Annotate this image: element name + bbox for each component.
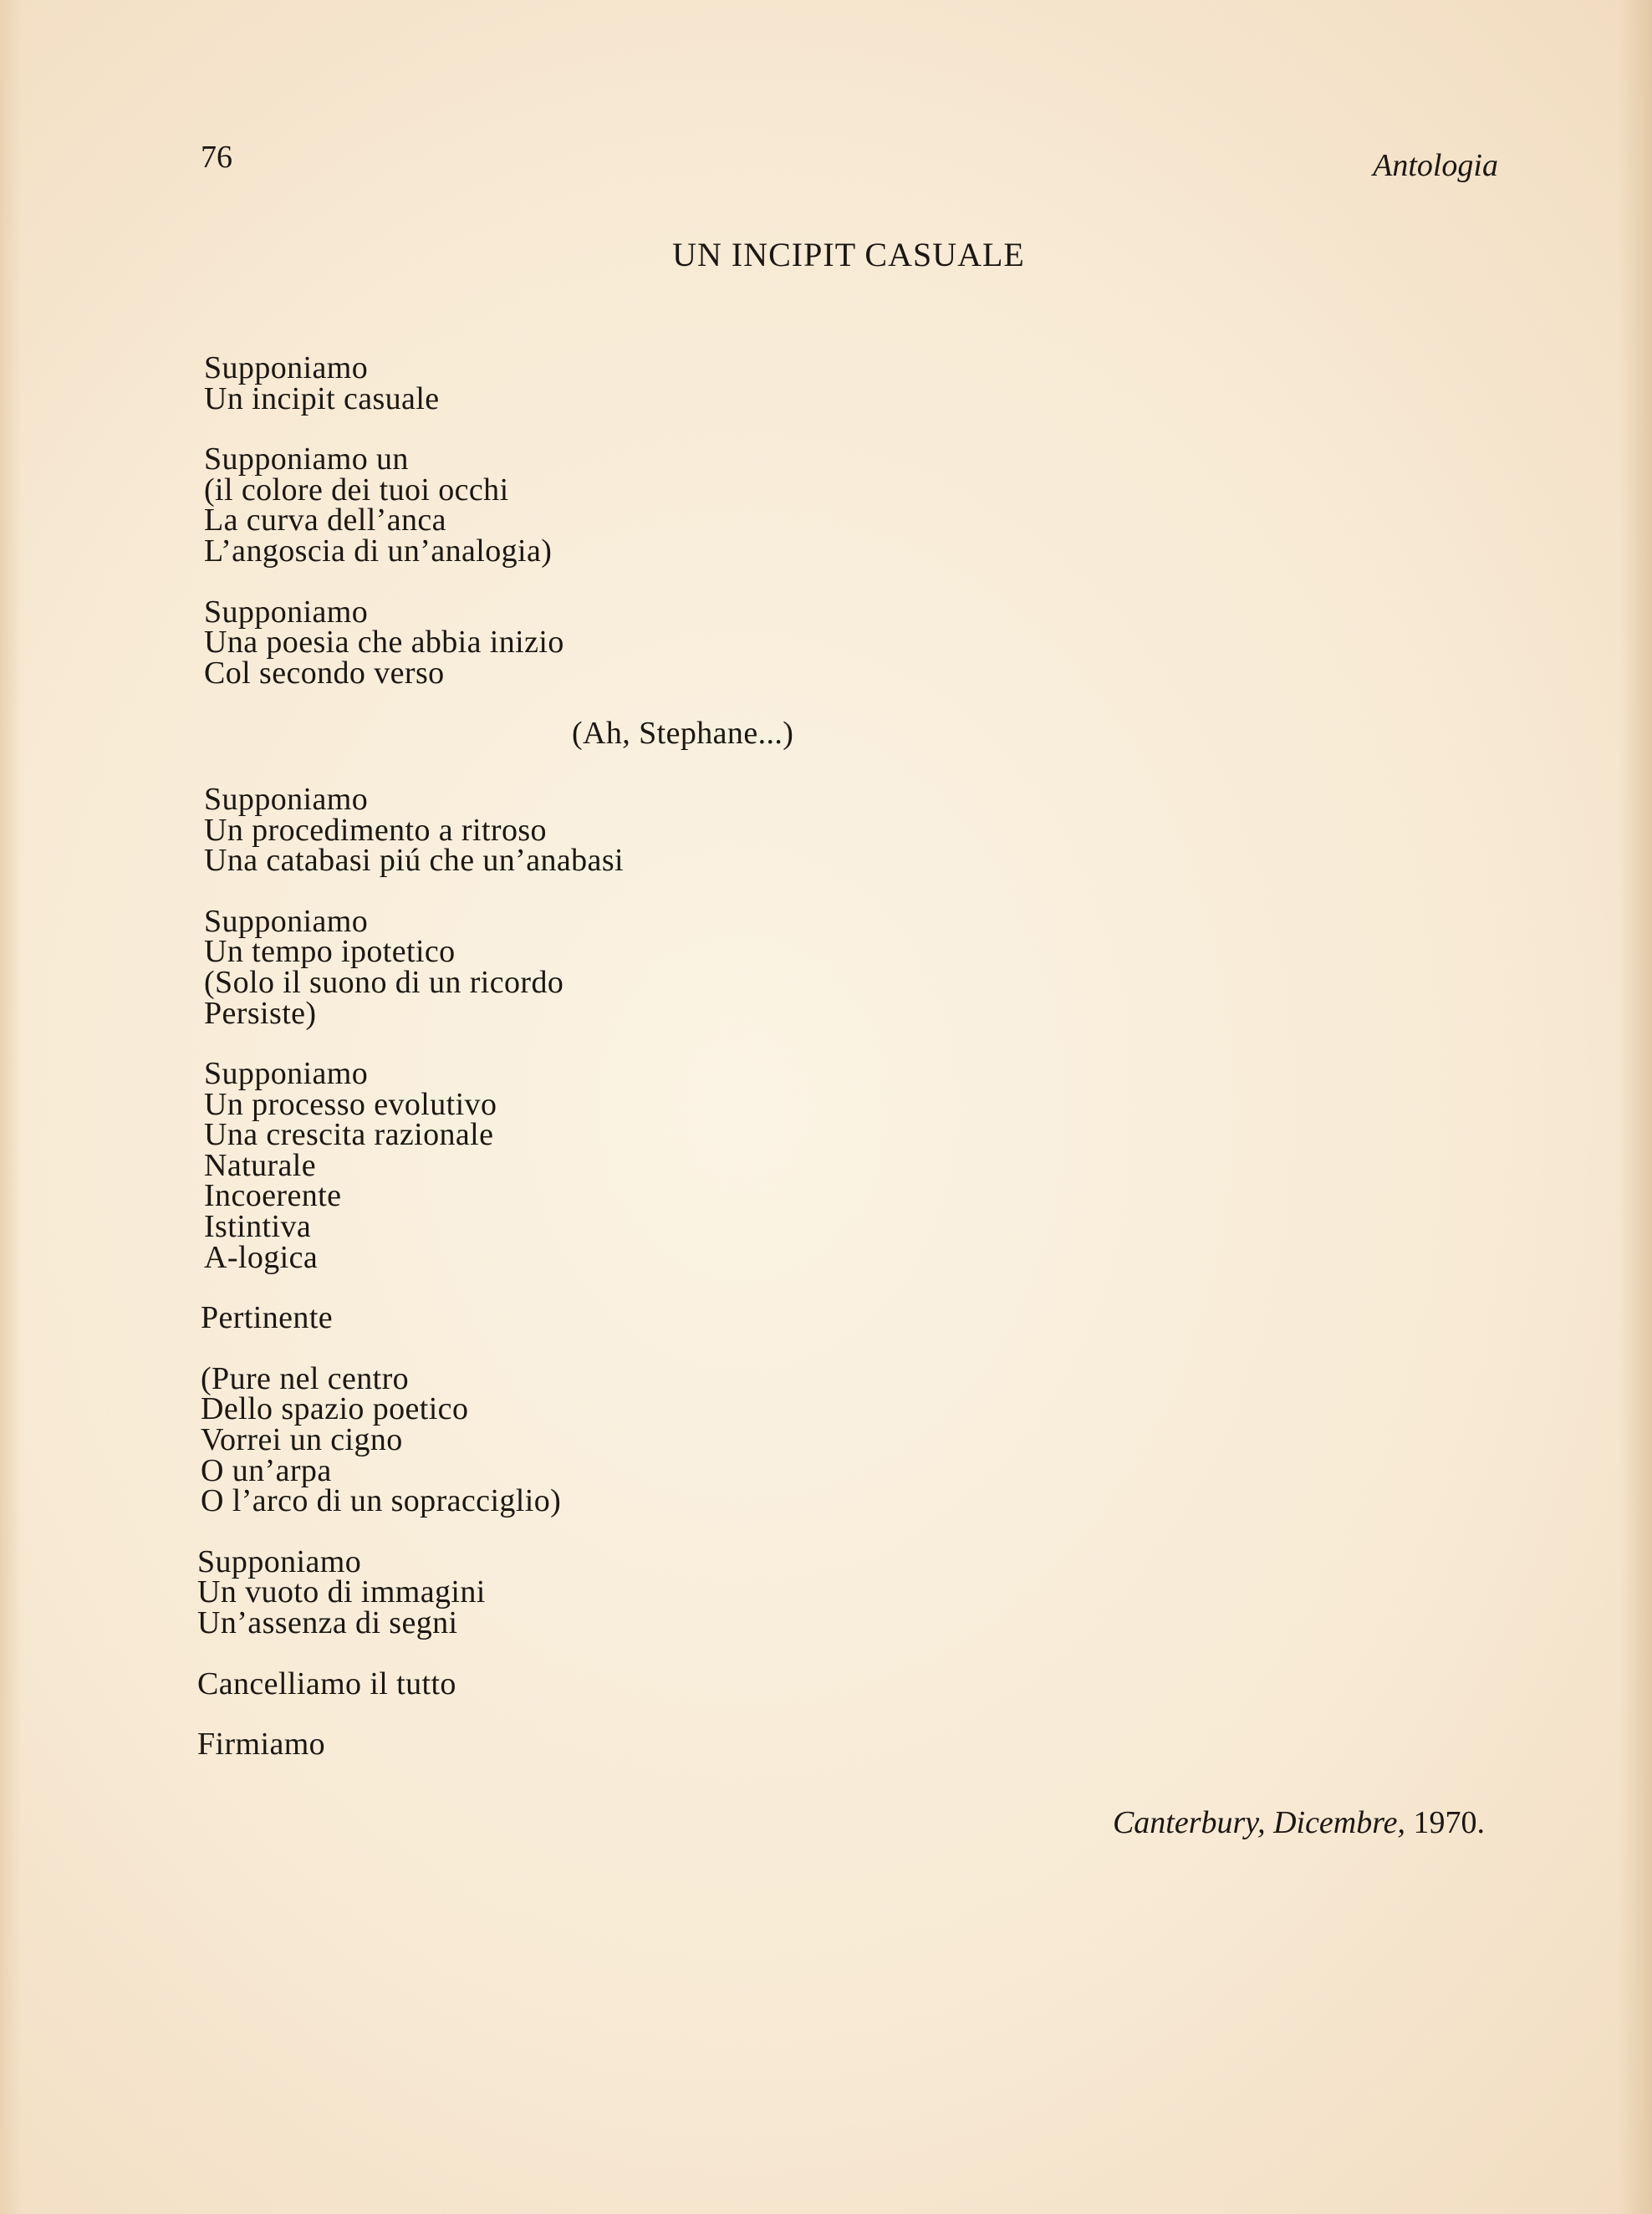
signature-year: 1970. <box>1413 1805 1485 1840</box>
poem-line: Una crescita razionale <box>204 1117 494 1153</box>
poem-line: Una poesia che abbia inizio <box>204 625 564 661</box>
stanza-aside <box>204 716 1458 752</box>
poem-line: La curva dell’anca <box>204 502 446 538</box>
poem-line: O un’arpa <box>201 1452 332 1488</box>
poem-body <box>197 350 1458 1790</box>
poem-line: Supponiamo <box>197 1543 362 1579</box>
poem-line: (Solo il suono di un ricordo <box>204 964 564 1000</box>
poem-line: Supponiamo <box>204 350 369 385</box>
stanza <box>197 1727 1458 1763</box>
stanza <box>204 350 1458 416</box>
poem-line: Istintiva <box>204 1209 312 1245</box>
stanza <box>204 441 1458 569</box>
stanza <box>197 1543 1458 1640</box>
poem-line: Un vuoto di immagini <box>197 1574 486 1610</box>
poem-line: Incoerente <box>204 1178 342 1214</box>
page-edge-shadow-right <box>1619 0 1652 2214</box>
poem-line: Un tempo ipotetico <box>204 934 456 970</box>
poem-line: Pertinente <box>201 1300 334 1336</box>
poem-line: Naturale <box>204 1147 317 1183</box>
stanza <box>204 903 1458 1031</box>
stanza <box>204 1056 1458 1275</box>
poem-line: Cancelliamo il tutto <box>197 1666 456 1701</box>
poem-line: Un incipit casuale <box>204 380 440 416</box>
poem-line: Persiste) <box>204 995 317 1031</box>
poem-line: Un processo evolutivo <box>204 1086 497 1122</box>
stanza <box>201 1360 1458 1519</box>
poem-line: Supponiamo <box>204 781 369 817</box>
stanza <box>197 1666 1458 1701</box>
signature-place-date <box>1113 1804 1485 1841</box>
page-edge-shadow-left <box>0 0 22 2214</box>
poem-line: (Ah, Stephane...) <box>572 716 794 752</box>
running-head: Antologia <box>1373 148 1498 183</box>
poem-line: Vorrei un cigno <box>201 1422 403 1458</box>
poem-line: (il colore dei tuoi occhi <box>204 472 509 508</box>
poem-line: Firmiamo <box>197 1727 326 1763</box>
poem-line: Supponiamo <box>204 903 369 939</box>
stanza <box>201 1300 1458 1336</box>
stanza <box>204 594 1458 691</box>
poem-line: L’angoscia di un’analogia) <box>204 533 553 569</box>
poem-line: A-logica <box>204 1239 319 1275</box>
poem-title: UN INCIPIT CASUALE <box>672 236 1025 273</box>
poem-line: O l’arco di un sopracciglio) <box>201 1483 562 1519</box>
signature-place: Canterbury, Dicembre, <box>1112 1805 1405 1840</box>
poem-line: (Pure nel centro <box>201 1360 410 1396</box>
page-number: 76 <box>201 140 232 175</box>
poem-line: Supponiamo <box>204 1056 369 1092</box>
poem-line: Col secondo verso <box>204 655 445 691</box>
stanza <box>204 781 1458 879</box>
poem-line: Un’assenza di segni <box>197 1605 458 1640</box>
poem-line: Un procedimento a ritroso <box>204 812 547 848</box>
poem-line: Una catabasi piú che un’anabasi <box>204 843 624 879</box>
poem-line: Supponiamo <box>204 594 369 630</box>
poem-line: Dello spazio poetico <box>201 1391 469 1427</box>
poem-line: Supponiamo un <box>204 441 409 477</box>
